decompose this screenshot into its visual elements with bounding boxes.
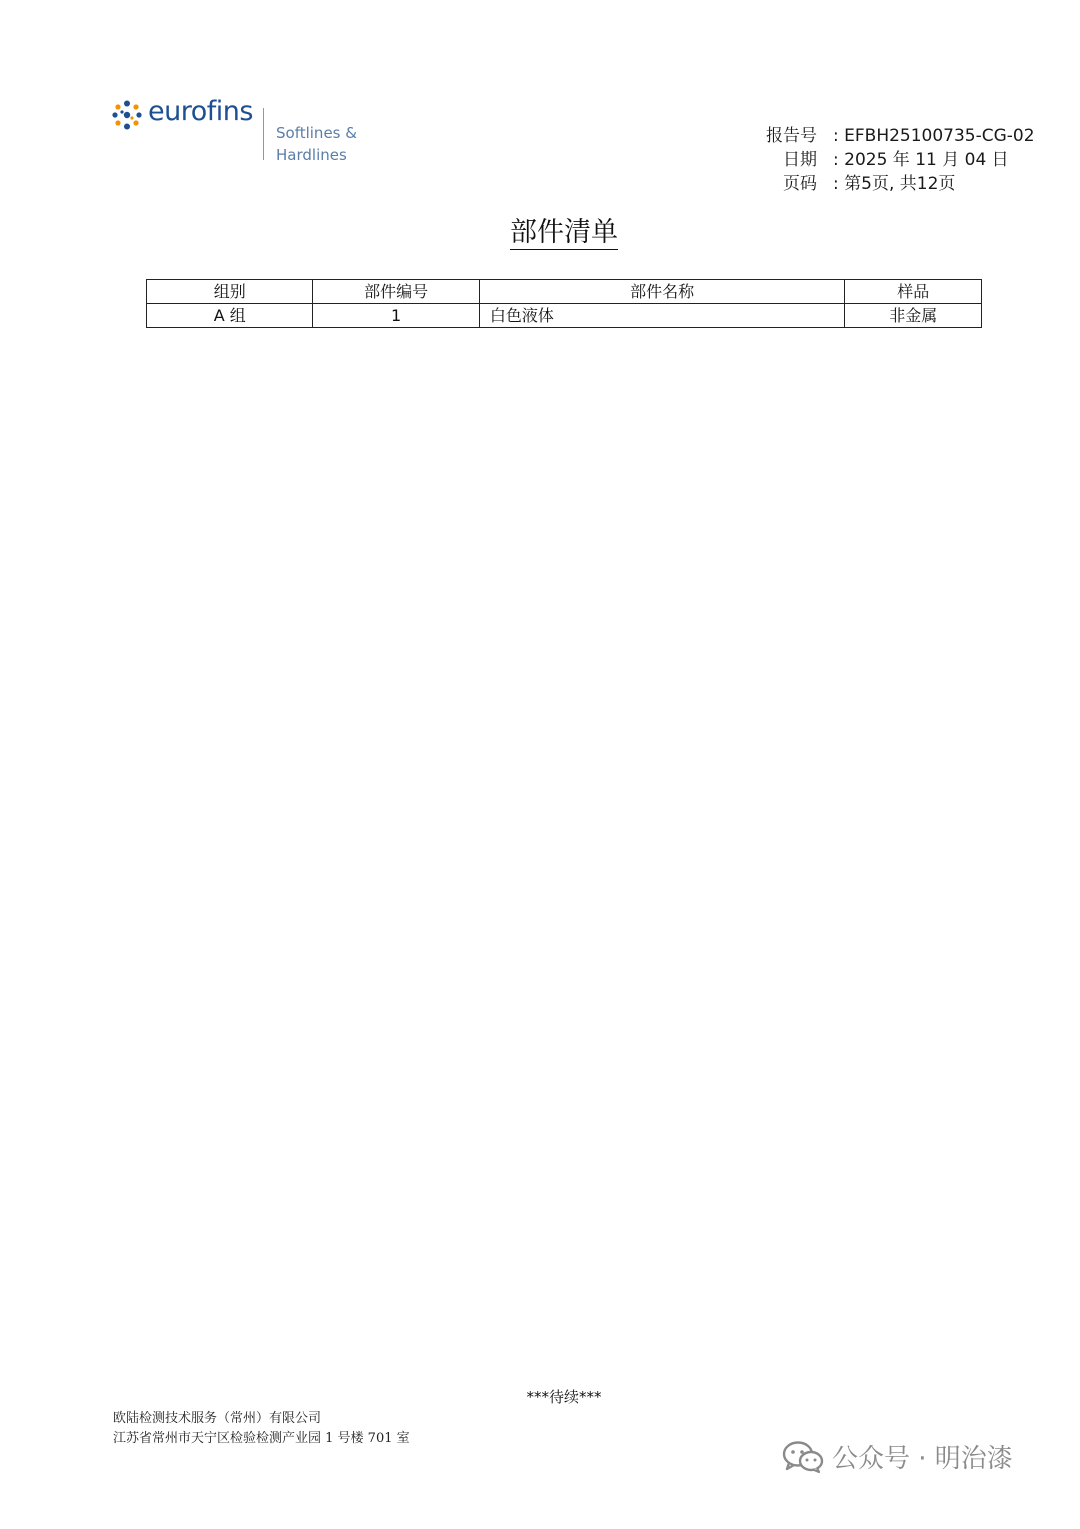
page-number-row: [745, 172, 1035, 196]
column-header-group: 组别: [147, 280, 313, 304]
wechat-watermark: [782, 1438, 1013, 1475]
cell-group: A 组: [147, 304, 313, 328]
company-name: 欧陆检测技术服务（常州）有限公司: [113, 1411, 322, 1426]
report-meta: [745, 124, 1035, 196]
cell-part-number: 1: [313, 304, 479, 328]
report-date-value: : 2025 年 11 月 04 日: [833, 150, 1009, 170]
report-number-row: [745, 124, 1035, 148]
tagline-line-2: Hardlines: [276, 146, 347, 164]
table-header-row: [147, 280, 982, 304]
page-number-label: 页码: [783, 174, 817, 194]
page-title: [0, 210, 1080, 249]
report-date-label: 日期: [783, 150, 817, 170]
column-header-sample: 样品: [845, 280, 982, 304]
eurofins-logo: [112, 96, 372, 164]
parts-table: [146, 279, 982, 328]
table-row: [147, 304, 982, 328]
watermark-text: 公众号 · 明治漆: [832, 1444, 1013, 1474]
logo-divider: [263, 108, 264, 160]
company-address: 江苏省常州市天宁区检验检测产业园 1 号楼 701 室: [113, 1431, 410, 1446]
continued-marker: ***待续***: [526, 1388, 602, 1406]
tagline-line-1: Softlines &: [276, 124, 357, 142]
logo-tagline: [276, 122, 357, 166]
page-title-text: 部件清单: [510, 217, 618, 248]
cell-part-name: 白色液体: [479, 304, 845, 328]
report-date-row: [745, 148, 1035, 172]
brand-name: eurofins: [148, 96, 253, 127]
company-info: [113, 1409, 410, 1449]
eurofins-dots-icon: [112, 100, 142, 130]
wechat-icon: [782, 1440, 824, 1474]
cell-sample: 非金属: [845, 304, 982, 328]
report-number-label: 报告号: [766, 126, 817, 146]
column-header-part-number: 部件编号: [313, 280, 479, 304]
report-number-value: : EFBH25100735-CG-02: [833, 126, 1035, 146]
page-number-value: : 第5页, 共12页: [833, 174, 956, 194]
column-header-part-name: 部件名称: [479, 280, 845, 304]
